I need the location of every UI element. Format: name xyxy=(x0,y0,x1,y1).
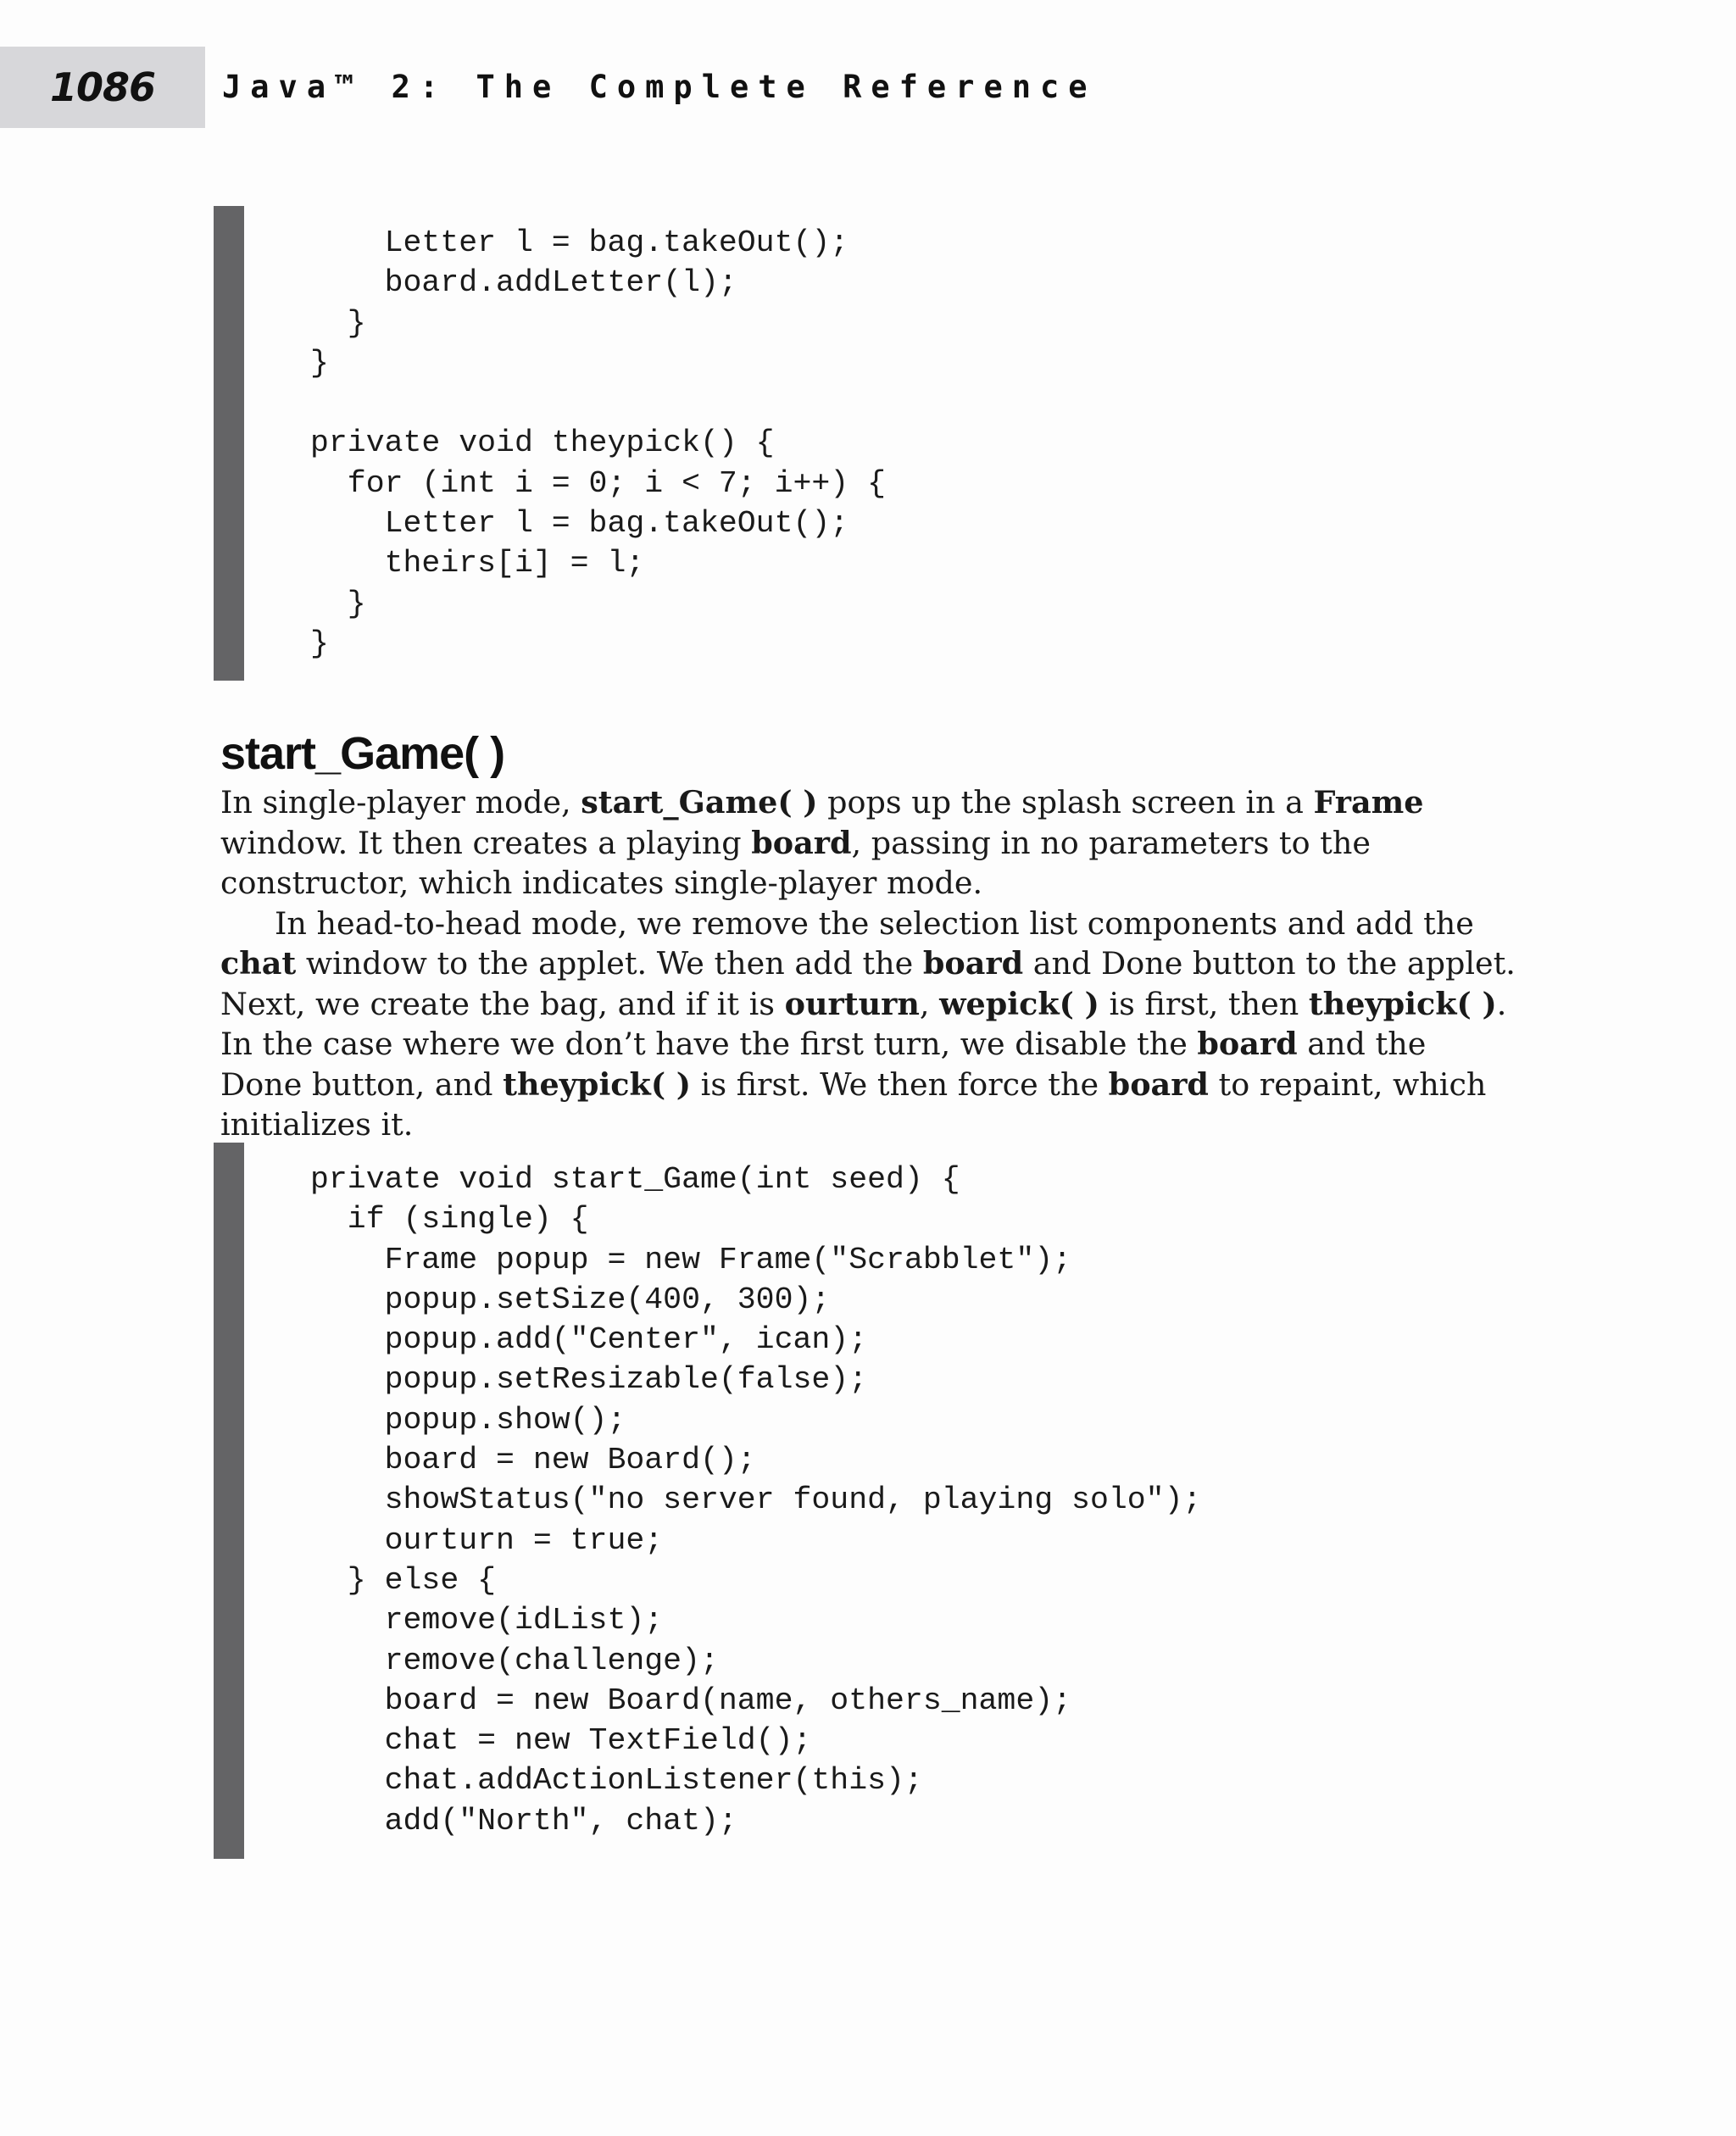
running-head-title: Java™ 2: The Complete Reference xyxy=(222,69,1097,105)
section-heading: start_Game( ) xyxy=(220,728,505,779)
code-margin-bar xyxy=(214,206,244,681)
body-text xyxy=(220,782,1517,1145)
code-text: private void start_Game(int seed) { if (single) { Frame popup = new Frame("Scrabblet"); popup.setSize(400, 300); popup.add("Center", ican); popup.setResizable(false); popup.show(); board = new Board(); showStatus("no server found, playing solo"); ourturn = true; } else { remove(idList); remove(challenge); board = new Board(name, others_name); chat = new TextField(); chat.addActionListener(this); add("North", chat); xyxy=(310,1162,1202,1838)
paragraph-1: In single-player mode, start_Game( ) pops up the splash screen in a Frame window. It then creates a playing board, passing in no parameters to the constructor, which indicates single-player mode. xyxy=(220,784,1424,901)
code-margin-bar xyxy=(214,1143,244,1859)
code-listing-theypick xyxy=(214,206,1570,681)
page-number-box xyxy=(0,47,205,128)
page-number: 1086 xyxy=(49,64,156,110)
code-text: Letter l = bag.takeOut(); board.addLetter(l); } } private void theypick() { for (int i = 0; i < 7; i++) { Letter l = bag.takeOut(); theirs[i] = l; } } xyxy=(310,225,887,661)
code-listing-start-game xyxy=(214,1143,1570,1859)
paragraph-2: In head-to-head mode, we remove the selection list components and add the chat window to the applet. We then add the board and Done button to the applet. Next, we create the bag, and if it is ourturn, wepick( ) is first, then theypick( ). In the case where we don’t have the first turn, we disable the board and the Done button, and theypick( ) is first. We then force the board to repaint, which initializes it. xyxy=(220,904,1516,1143)
